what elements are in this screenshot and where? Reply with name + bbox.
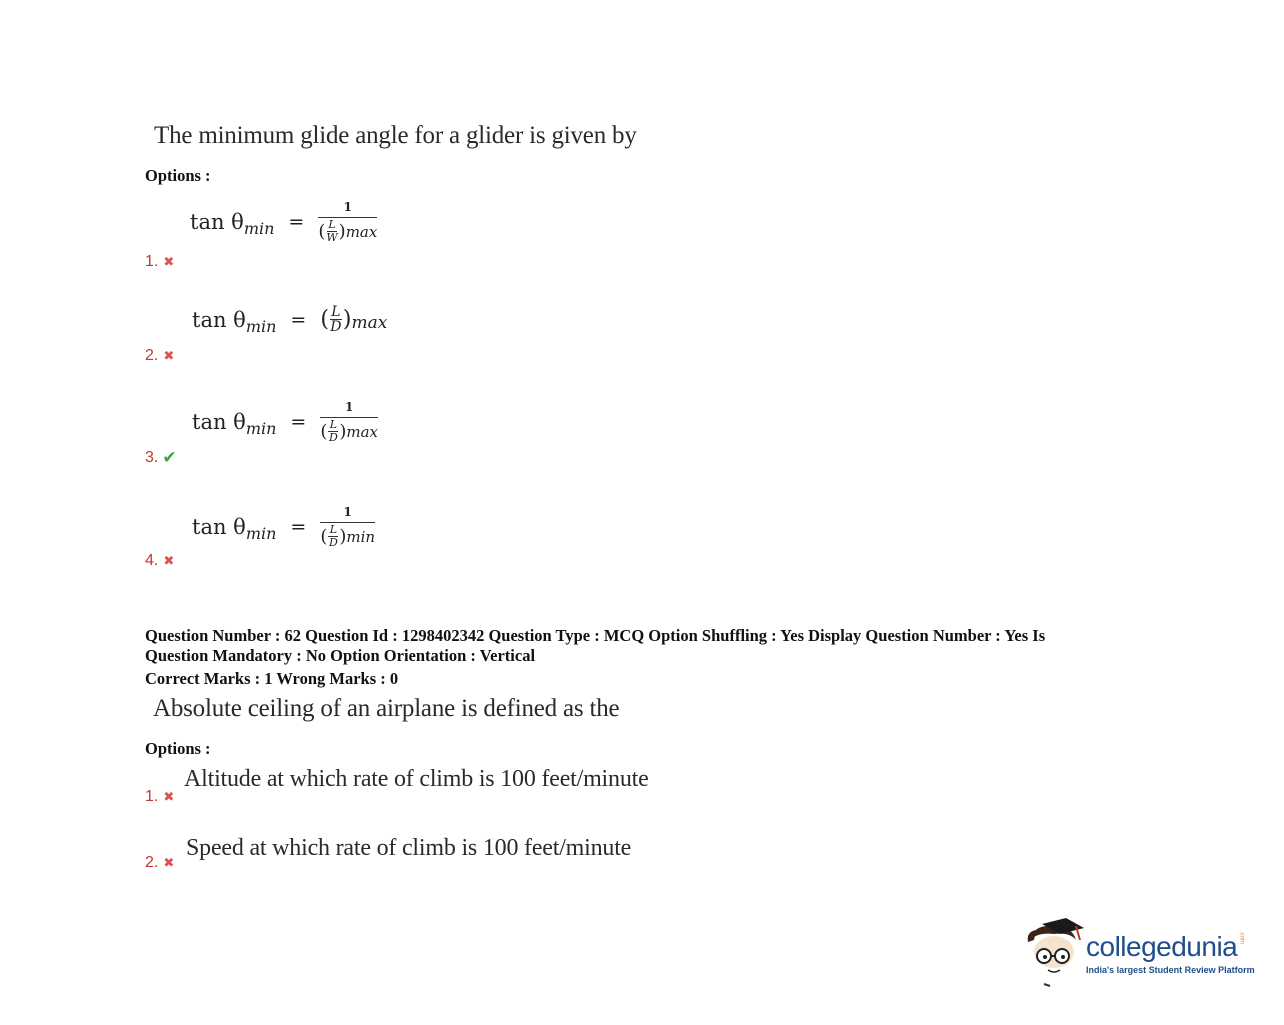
q2-option-1-text[interactable]: Altitude at which rate of climb is 100 feet/minute <box>184 766 649 792</box>
fraction <box>320 400 378 443</box>
formula-lhs-sub: min <box>245 524 277 543</box>
option-4-marker <box>145 552 174 570</box>
option-number: 1. <box>145 253 159 270</box>
ratio-sub: max <box>345 222 378 241</box>
fraction <box>320 505 375 548</box>
ratio-bottom: W <box>326 231 338 244</box>
option-number: 2. <box>145 347 159 364</box>
fraction-denominator: ( L D ) min <box>320 523 376 549</box>
ratio-bottom: D <box>330 319 342 335</box>
mascot-icon <box>1024 918 1084 988</box>
formula-lhs-sub: min <box>245 317 277 336</box>
ratio-top: L <box>328 218 336 231</box>
fraction <box>318 200 377 243</box>
option-number: 1. <box>145 788 159 805</box>
q2-option-2-text[interactable]: Speed at which rate of climb is 100 feet/minute <box>186 835 632 861</box>
options-label: Options : <box>145 166 211 185</box>
question-meta-line-2: Question Mandatory : No Option Orientation : Vertical <box>145 646 536 665</box>
ratio-sub: min <box>346 527 376 546</box>
ratio-top: L <box>331 304 341 320</box>
logo-suffix: .com <box>1238 931 1245 945</box>
ratio-top: L <box>329 523 338 536</box>
option-3-marker <box>145 448 177 468</box>
formula-lhs-sub: min <box>243 219 275 238</box>
collegedunia-logo[interactable] <box>1024 918 1255 988</box>
formula-lhs: tan θ <box>190 209 244 234</box>
formula-lhs: tan θ <box>192 409 246 434</box>
option-4-formula[interactable] <box>192 505 375 548</box>
ratio-sub: max <box>351 312 388 333</box>
ratio-top: L <box>329 418 338 431</box>
wrong-icon: ✖ <box>163 553 175 569</box>
formula-lhs-sub: min <box>245 419 277 438</box>
fraction-numerator: 1 <box>343 200 353 214</box>
question-text: The minimum glide angle for a glider is given by <box>154 122 637 149</box>
ratio-expression: ( L D ) max <box>320 304 388 335</box>
option-number: 2. <box>145 854 159 871</box>
check-icon: ✔ <box>162 448 177 468</box>
option-1-formula[interactable] <box>190 200 377 243</box>
option-number: 3. <box>145 449 159 466</box>
option-1-marker <box>145 253 174 271</box>
fraction-numerator: 1 <box>345 400 354 414</box>
fraction-denominator: ( L W ) max <box>318 218 378 244</box>
options-label-2: Options : <box>145 739 211 758</box>
option-2-formula[interactable] <box>192 304 388 336</box>
option-3-formula[interactable] <box>192 400 378 443</box>
equals-sign: = <box>290 410 307 433</box>
fraction-denominator: ( L D ) max <box>320 418 379 444</box>
question-text-2: Absolute ceiling of an airplane is defined as the <box>153 695 620 722</box>
ratio-sub: max <box>346 422 379 441</box>
option-2-marker <box>145 347 174 365</box>
formula-lhs: tan θ <box>192 514 246 539</box>
equals-sign: = <box>290 308 307 331</box>
ratio-bottom: D <box>328 431 338 444</box>
equals-sign: = <box>288 210 305 233</box>
equals-sign: = <box>290 515 307 538</box>
q2-option-1-marker <box>145 788 174 806</box>
wrong-icon: ✖ <box>163 254 175 270</box>
ratio-bottom: D <box>328 536 338 549</box>
option-number: 4. <box>145 552 159 569</box>
wrong-icon: ✖ <box>163 348 175 364</box>
formula-lhs: tan θ <box>192 307 246 332</box>
logo-tagline: India's largest Student Review Platform <box>1086 965 1255 975</box>
wrong-icon: ✖ <box>163 789 175 805</box>
fraction-numerator: 1 <box>343 505 352 519</box>
question-meta-line-1: Question Number : 62 Question Id : 1298402342 Question Type : MCQ Option Shuffling : Yes Display Question Number : Yes Is <box>145 626 1046 645</box>
q2-option-2-marker <box>145 854 174 872</box>
marks-info: Correct Marks : 1 Wrong Marks : 0 <box>145 669 399 688</box>
wrong-icon: ✖ <box>163 855 175 871</box>
logo-name: collegedunia <box>1086 931 1238 962</box>
